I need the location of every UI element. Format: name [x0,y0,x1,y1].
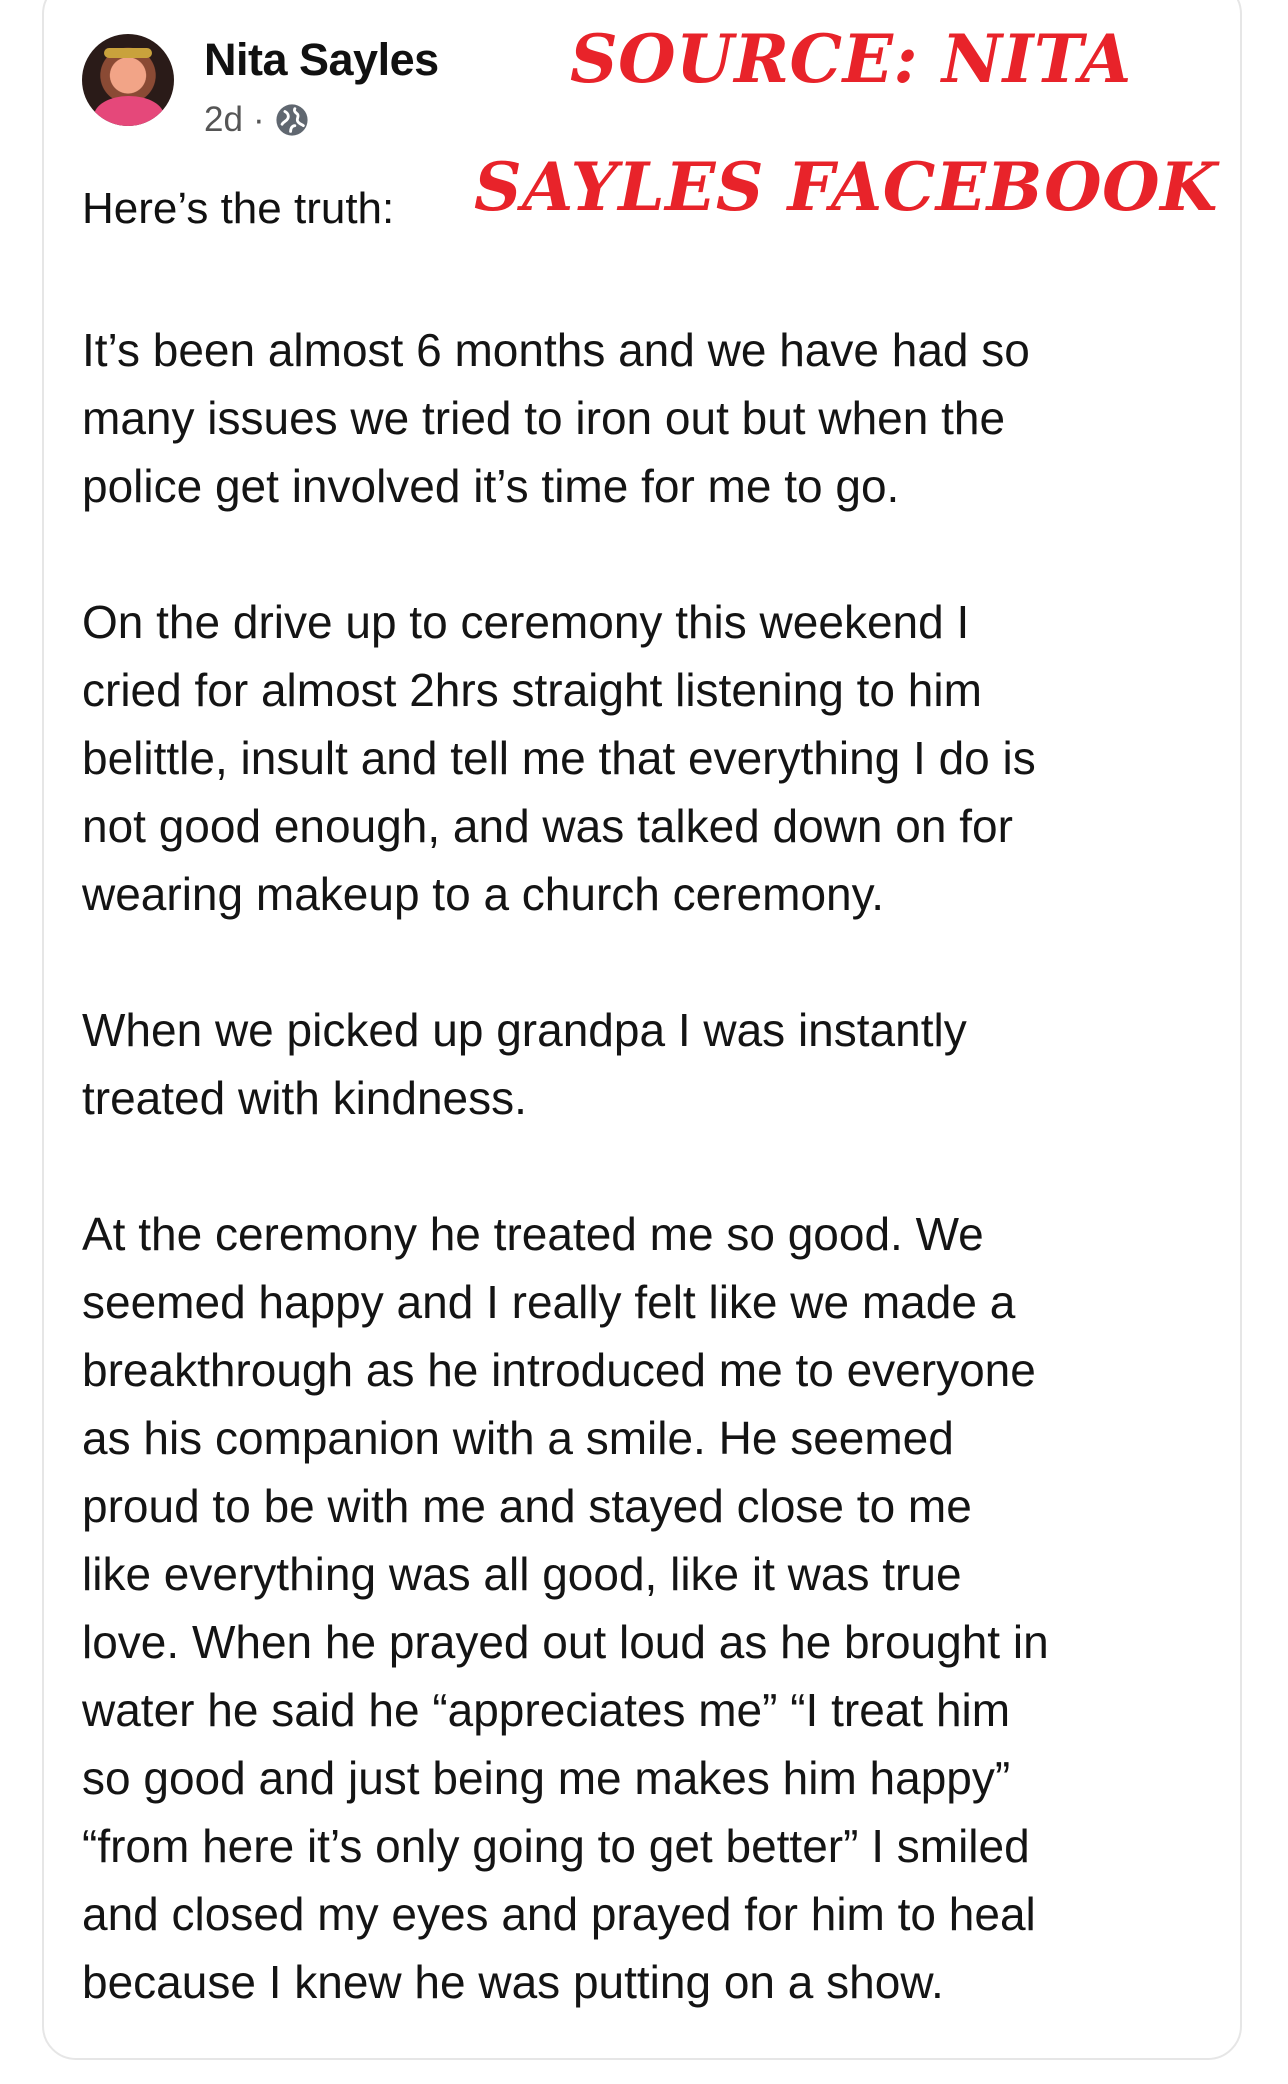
post-time[interactable]: 2d [204,100,243,139]
post-intro: Here’s the truth: [82,184,395,233]
post-meta [204,100,309,140]
post-paragraph: It’s been almost 6 months and we have had so many issues we tried to iron out but when the police get involved it’s time for me to go. [82,324,1030,512]
globe-icon[interactable] [275,103,309,137]
avatar-shirt [94,96,164,126]
source-watermark-line1: SOURCE: NITA [570,20,1132,98]
post-paragraph: At the ceremony he treated me so good. We seemed happy and I really felt like we made a breakthrough as he introduced me to everyone as his companion with a smile. He seemed proud to be with me and stayed close to me like everything was all good, like it was true love. When he prayed out loud as he brought in water he said he “appreciates me” “I treat him so good and just being me makes him happy” “from here it’s only going to get better” I smiled and closed my eyes and prayed for him to heal because I knew he was putting on a show. [82,1208,1049,2008]
author-name[interactable]: Nita Sayles [204,34,439,85]
post-body [82,316,1222,2084]
meta-separator: · [252,100,265,139]
avatar-headband [104,48,152,58]
avatar[interactable] [82,34,174,126]
source-watermark-line2: SAYLES FACEBOOK [474,148,1218,226]
post-paragraph: When we picked up grandpa I was instantly treated with kindness. [82,1004,967,1124]
post-paragraph: On the drive up to ceremony this weekend I cried for almost 2hrs straight listening to him belittle, insult and tell me that everything I do is not good enough, and was talked down on for wearing makeup to a church ceremony. [82,596,1036,920]
